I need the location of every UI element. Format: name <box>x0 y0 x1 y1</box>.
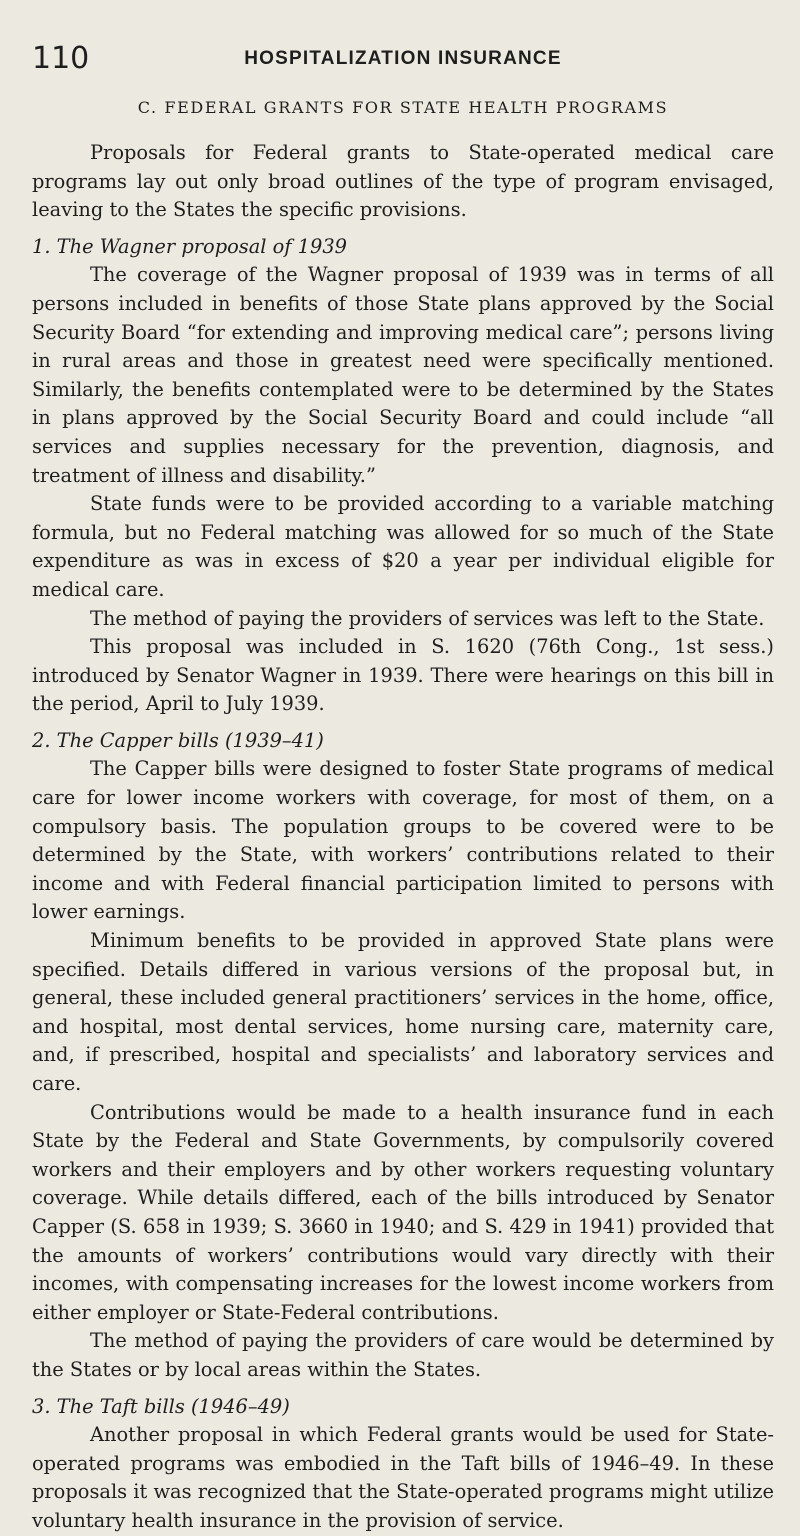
running-header <box>32 40 774 78</box>
subsection-heading-capper: 2. The Capper bills (1939–41) <box>32 728 324 752</box>
paragraph: The coverage of the Wagner proposal of 1939 was in terms of all persons included in benefits of those State plans approved by the Social Security Board “for extending and improving medical care”; persons living in rural areas and those in greatest need were specifically mentioned. Similarly, the benefits contemplated were to be determined by the States in plans approved by the Social Security Board and could include “all services and supplies necessary for the prevention, diagnosis, and treatment of illness and disability.” <box>32 263 774 487</box>
paragraph: The Capper bills were designed to foster State programs of medical care for lower income workers with coverage, for most of them, on a compulsory basis. The population groups to be covered were to be determined by the State, with workers’ contributions related to their income and with Federal financial participation limited to persons with lower earnings. <box>32 757 774 924</box>
paragraph: The method of paying the providers of services was left to the State. <box>90 606 765 630</box>
paragraph: Another proposal in which Federal grants would be used for State-operated programs was embodied in the Taft bills of 1946–49. In these proposals it was recognized that the State-operated programs might utilize voluntary health insurance in the provision of service. <box>32 1423 774 1532</box>
section-title: C. FEDERAL GRANTS FOR STATE HEALTH PROGRAMS <box>137 98 669 117</box>
paragraph: The method of paying the providers of care would be determined by the States or by local areas within the States. <box>32 1329 774 1381</box>
paragraph: This proposal was included in S. 1620 (76th Cong., 1st sess.) introduced by Senator Wagner in 1939. There were hearings on this bill in the period, April to July 1939. <box>32 635 774 716</box>
intro-paragraph: Proposals for Federal grants to State-operated medical care programs lay out only broad outlines of the type of program envisaged, leaving to the States the specific provisions. <box>32 141 774 222</box>
paragraph: Minimum benefits to be provided in approved State plans were specified. Details differed in various versions of the proposal but, in general, these included general practitioners’ services in the home, office, and hospital, most dental services, home nursing care, maternity care, and, if prescribed, hospital and specialists’ and laboratory services and care. <box>32 929 774 1095</box>
page-number: 110 <box>32 41 90 76</box>
subsection-heading-taft: 3. The Taft bills (1946–49) <box>32 1394 290 1418</box>
running-title: HOSPITALIZATION INSURANCE <box>244 48 562 69</box>
body-text <box>32 139 774 1536</box>
paragraph: Contributions would be made to a health insurance fund in each State by the Federal and State Governments, by compulsorily covered workers and their employers and by other workers requesting voluntary coverage. While details differed, each of the bills introduced by Senator Capper (S. 658 in 1939; S. 3660 in 1940; and S. 429 in 1941) provided that the amounts of workers’ contributions would vary directly with their incomes, with compensating increases for the lowest income workers from either employer or State-Federal contributions. <box>32 1100 774 1324</box>
paragraph: State funds were to be provided according to a variable matching formula, but no Federal matching was allowed for so much of the State expenditure as was in excess of $20 a year per individual eligible for medical care. <box>32 492 774 601</box>
subsection-heading-wagner: 1. The Wagner proposal of 1939 <box>32 234 348 258</box>
